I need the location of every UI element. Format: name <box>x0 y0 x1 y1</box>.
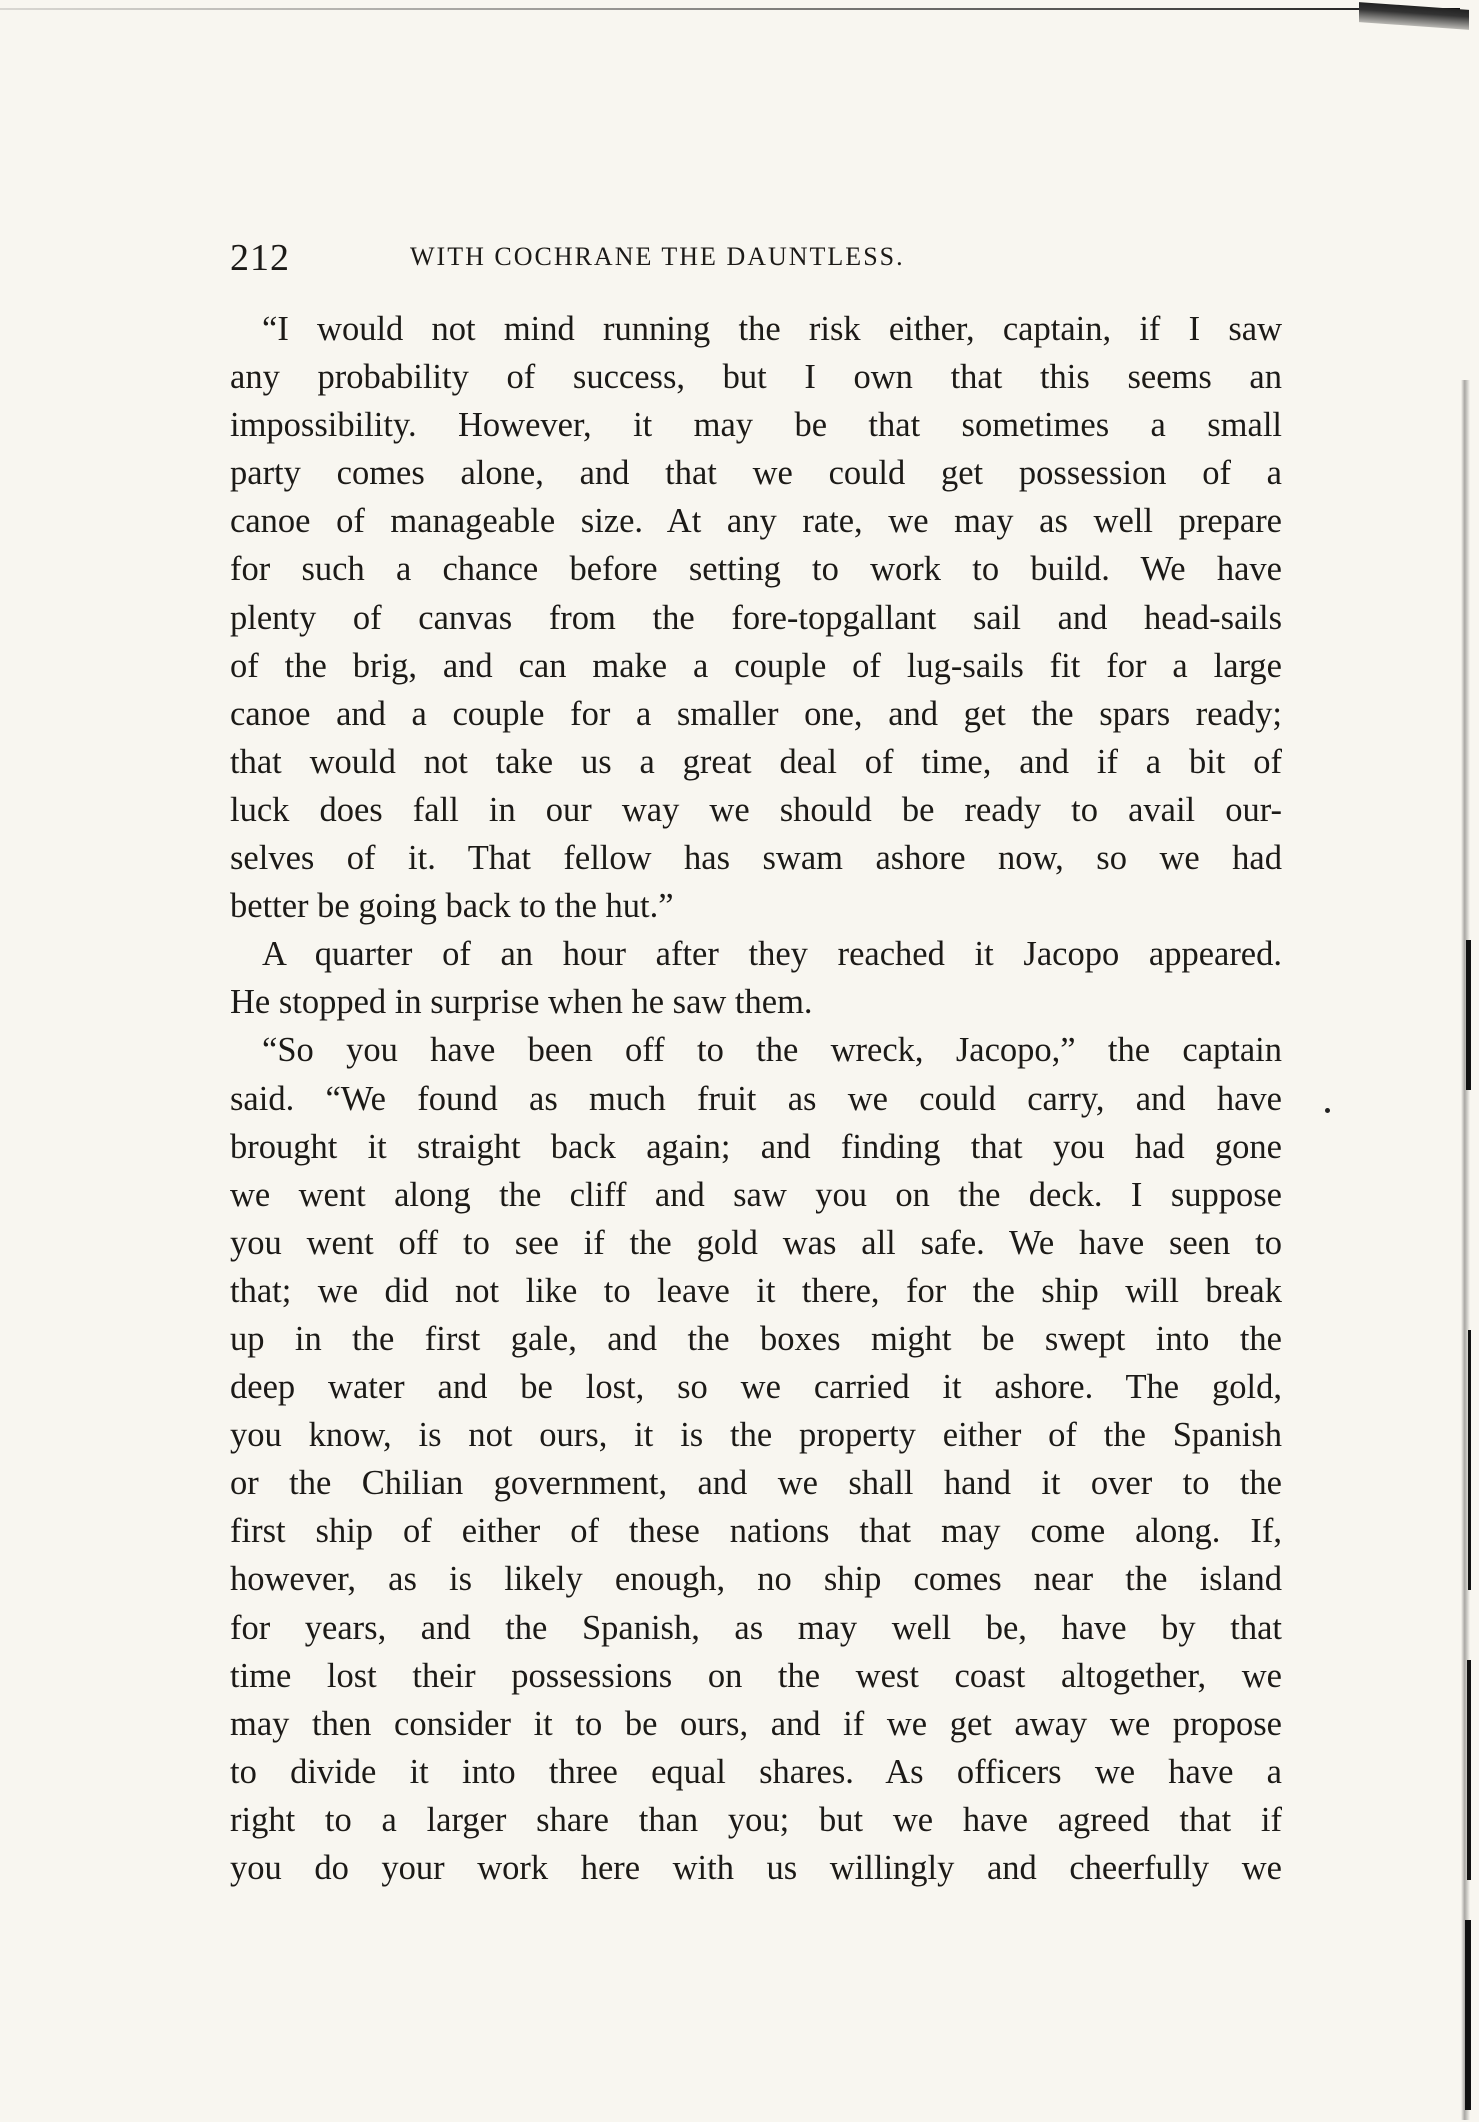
text-line: or the Chilian government, and we shall hand it over to the <box>230 1464 1282 1503</box>
text-line: canoe and a couple for a smaller one, and get the spars ready; <box>230 694 1282 733</box>
text-line: right to a larger share than you; but we have agreed that if <box>230 1800 1282 1839</box>
text-line: you do your work here with us willingly and cheerfully we <box>230 1849 1282 1887</box>
binding-mark <box>1465 1920 1471 2110</box>
page-header <box>230 236 1280 286</box>
binding-shadow <box>1449 380 1479 2120</box>
text-line: of the brig, and can make a couple of lug-sails fit for a large <box>230 646 1282 685</box>
text-line: may then consider it to be ours, and if we get away we propose <box>230 1704 1282 1743</box>
text-line: for such a chance before setting to work to build. We have <box>230 550 1282 589</box>
text-line: He stopped in surprise when he saw them. <box>230 983 813 1022</box>
top-edge-rule <box>0 8 1460 10</box>
body-text <box>230 305 1282 1892</box>
text-line: first ship of either of these nations that may come along. If, <box>230 1512 1282 1551</box>
text-line: you know, is not ours, it is the property either of the Spanish <box>230 1416 1282 1455</box>
binding-mark <box>1468 1330 1471 1590</box>
text-line: better be going back to the hut.” <box>230 887 674 926</box>
text-line: canoe of manageable size. At any rate, we may as well prepare <box>230 502 1282 541</box>
text-line: however, as is likely enough, no ship comes near the island <box>230 1560 1282 1599</box>
text-line: deep water and be lost, so we carried it ashore. The gold, <box>230 1368 1282 1407</box>
text-line: that; we did not like to leave it there, for the ship will break <box>230 1271 1282 1310</box>
text-line: you went off to see if the gold was all safe. We have seen to <box>230 1223 1282 1262</box>
running-head: WITH COCHRANE THE DAUNTLESS. <box>410 242 905 271</box>
text-line: party comes alone, and that we could get possession of a <box>230 454 1282 493</box>
text-line: A quarter of an hour after they reached it Jacopo appeared. <box>262 935 1282 974</box>
top-edge-shadow <box>1359 2 1469 30</box>
text-line: said. “We found as much fruit as we could carry, and have <box>230 1079 1282 1118</box>
text-line: for years, and the Spanish, as may well be, have by that <box>230 1608 1282 1647</box>
text-line: impossibility. However, it may be that sometimes a small <box>230 406 1282 445</box>
text-line: time lost their possessions on the west coast altogether, we <box>230 1656 1282 1695</box>
ink-speck <box>1325 1108 1330 1113</box>
text-line: any probability of success, but I own that this seems an <box>230 358 1282 397</box>
text-line: plenty of canvas from the fore-topgallant sail and head-sails <box>230 598 1282 637</box>
text-line: up in the first gale, and the boxes might be swept into the <box>230 1319 1282 1358</box>
text-line: “So you have been off to the wreck, Jacopo,” the captain <box>262 1031 1282 1070</box>
binding-mark <box>1467 1660 1471 1880</box>
text-line: luck does fall in our way we should be ready to avail our- <box>230 790 1282 829</box>
binding-mark <box>1466 940 1471 1090</box>
text-line: to divide it into three equal shares. As officers we have a <box>230 1752 1282 1791</box>
page-number: 212 <box>230 237 290 279</box>
text-line: selves of it. That fellow has swam ashore now, so we had <box>230 839 1282 878</box>
text-line: that would not take us a great deal of time, and if a bit of <box>230 742 1282 781</box>
text-line: brought it straight back again; and finding that you had gone <box>230 1127 1282 1166</box>
text-line: “I would not mind running the risk either, captain, if I saw <box>262 310 1282 348</box>
text-line: we went along the cliff and saw you on the deck. I suppose <box>230 1175 1282 1214</box>
